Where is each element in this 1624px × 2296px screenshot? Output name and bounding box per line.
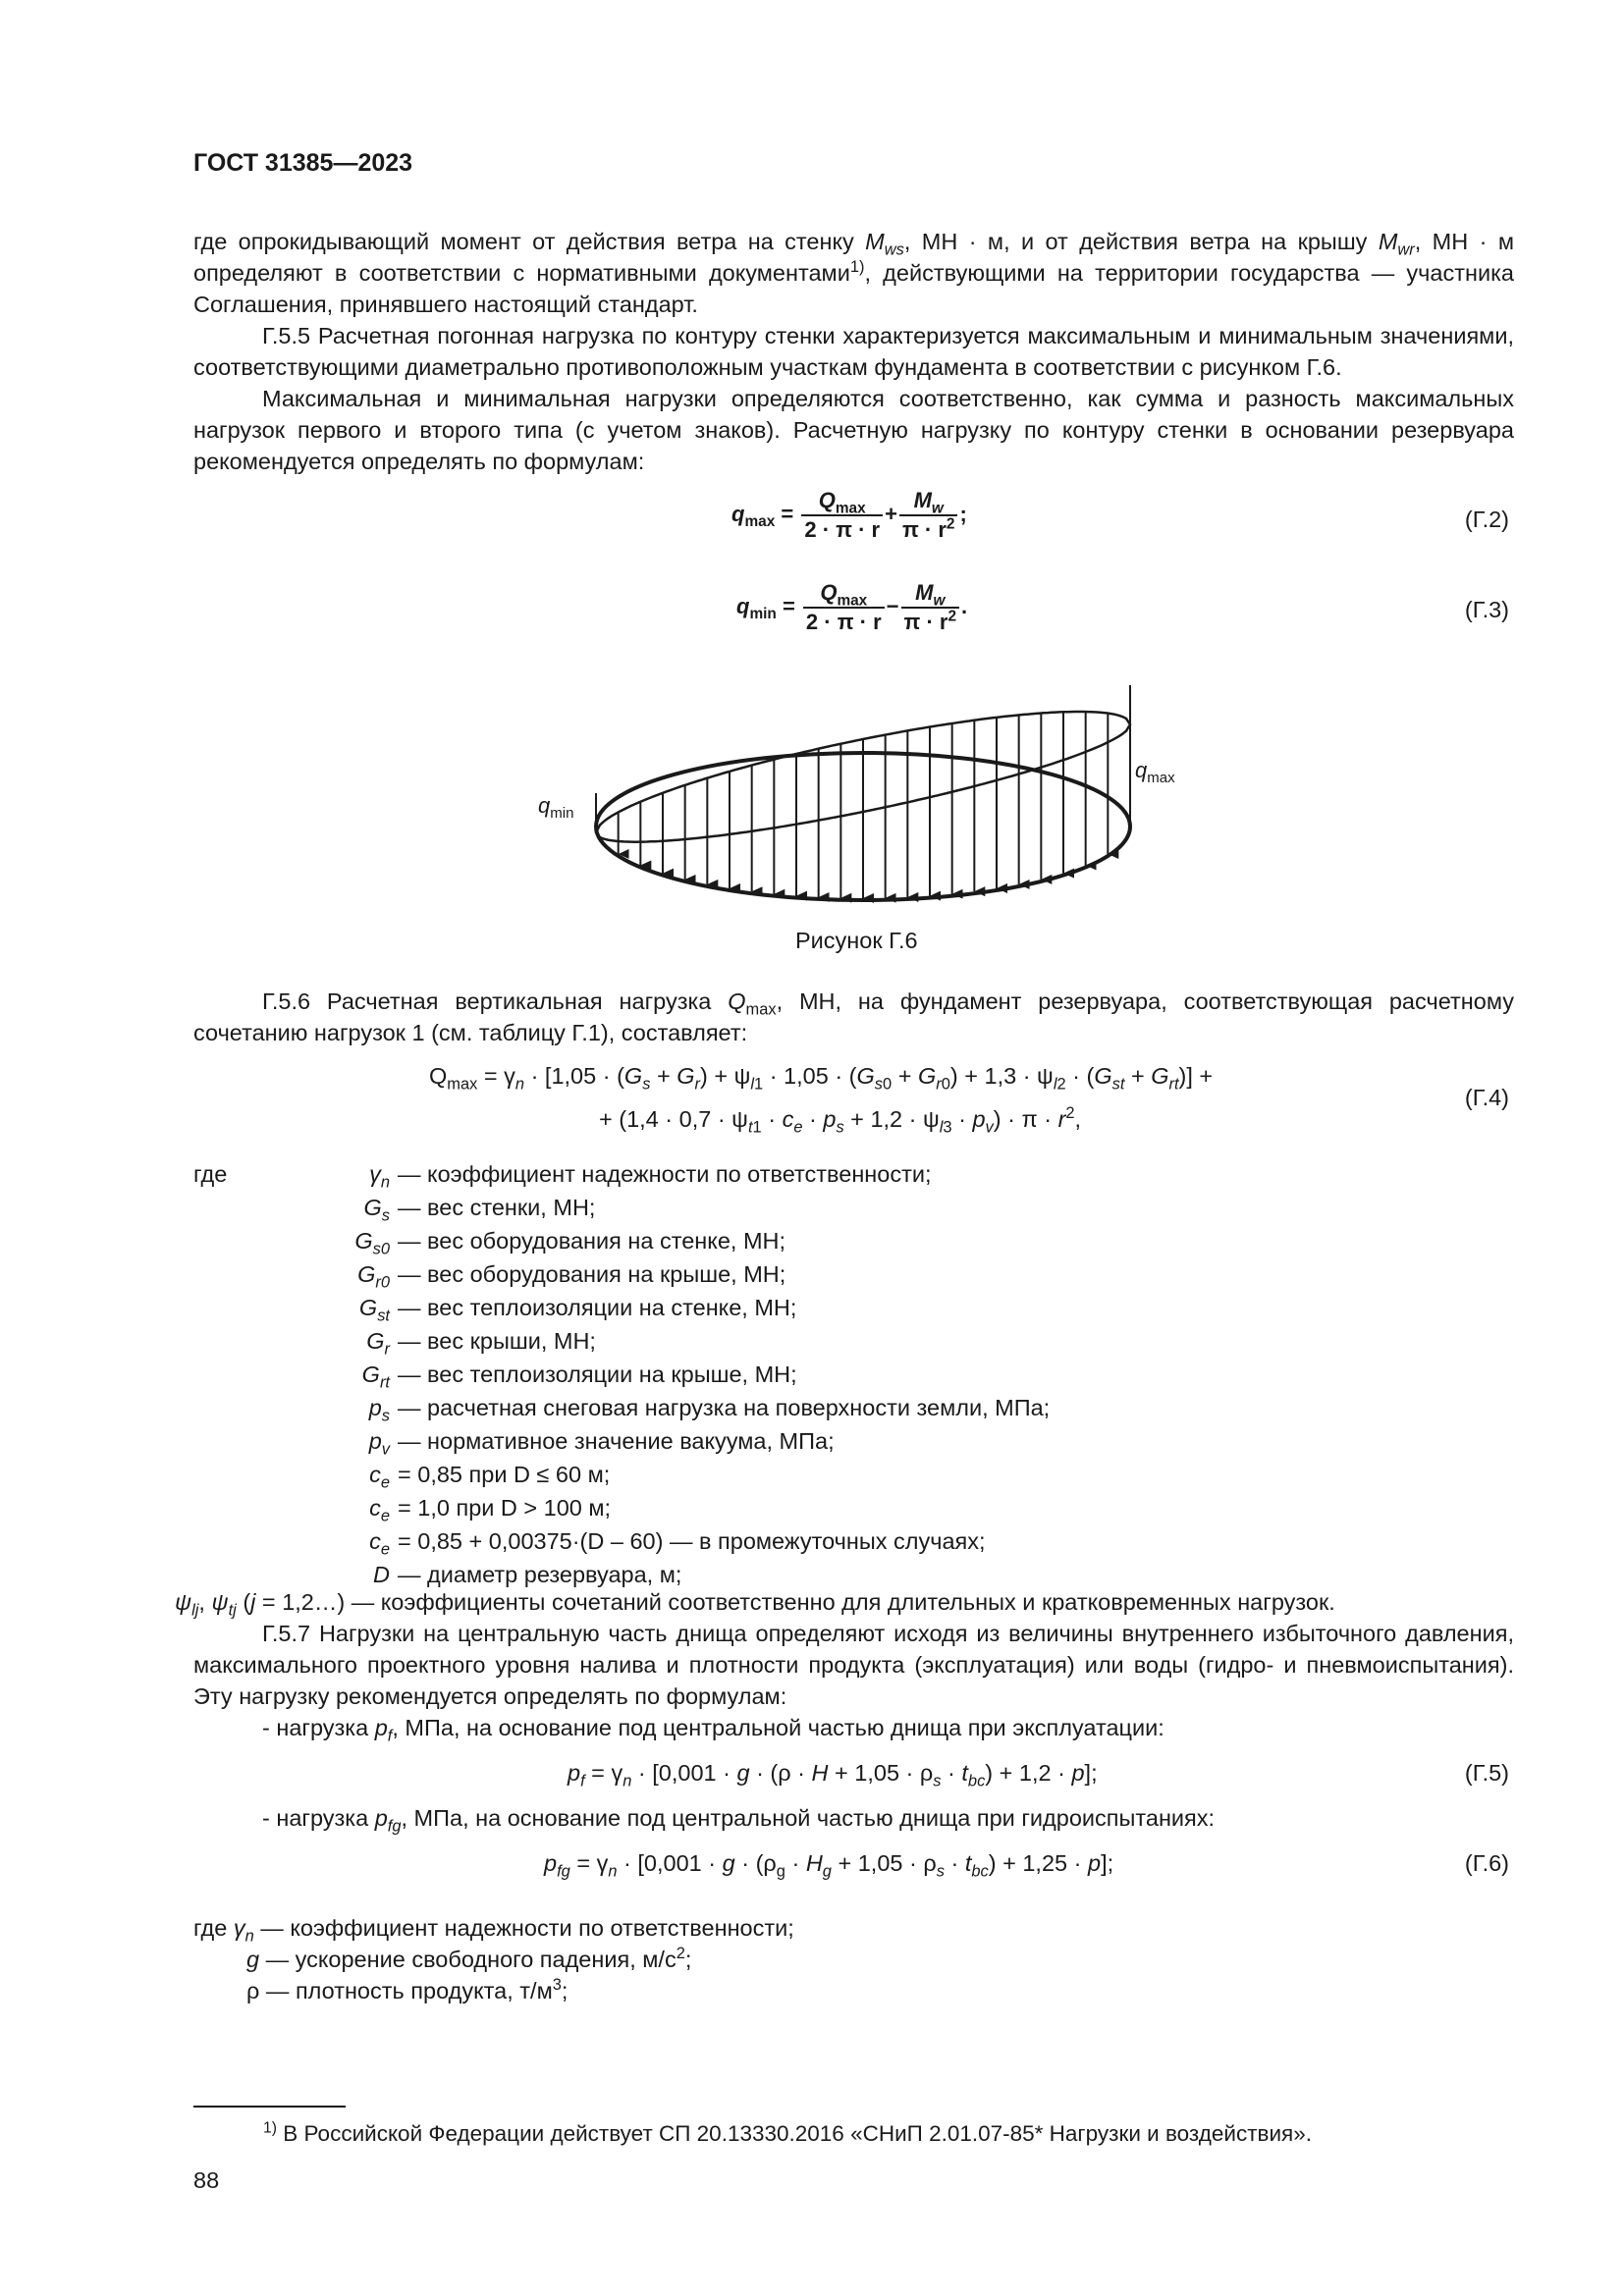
where-definition: — вес теплоизоляции на крыше, МН; [398,1362,797,1387]
where2-g: g — ускорение свободного падения, $м/с^2$; [246,1945,692,1972]
where-item [193,1492,1514,1523]
bullet-load-hydrotest: - нагрузка $p_{fg}$, МПа, на основание под центральной частью днища при гидроиспытаниях: [262,1805,1216,1836]
where-symbol: $c_e$ [369,1495,390,1525]
where-definition: — вес стенки, МН; [398,1195,596,1220]
footnote: $^{1)}$ В Российской Федерации действует СП 20.13330.2016 «СНиП 2.01.07-85* Нагрузки и воздействия». [263,2119,1312,2146]
footnote-mark: 1) [263,2119,278,2137]
formula-g3: $q_{min}$ = $\frac{Q_{max}}{2 \cdot \pi \cdot r}$ − $\frac{M_w}{\pi \cdot r^2}$ . [736,580,968,634]
formula-g6: $p_{fg} = \gamma_n \cdot [0,001 \cdot g \cdot (\rho_g \cdot H_g + 1,05 \cdot \rho_s \cdot t_{bc}) + 1,25 \cdot p]$; [544,1850,1114,1881]
where-item [193,1525,1514,1557]
where-symbol: $G_{st}$ [358,1295,390,1325]
where-symbol: D [373,1562,390,1587]
paragraph-load-formulas: Максимальная и минимальная нагрузки определяются соответственно, как сумма и разность максимальных нагрузок первого и второго типа (с учетом знаков). Расчетную нагрузку по контуру стенки в основании резервуара рекомендуется определять по формулам: [193,386,1514,474]
where-symbol: $p_s$ [368,1395,390,1425]
paragraph-wind-moment: где опрокидывающий момент от действия ветра на стенку $M_{ws}$, МН · м, и от действия ветра на крышу $M_{wr}$, МН · м определяют в соответствии с нормативными документами$^{1)}$, действующими на территории государства — участника Соглашения, принявшего настоящий стандарт. [193,229,1514,317]
formula-g4-line2: + $(1,4 \cdot 0,7 \cdot \psi_{t1} \cdot c_e \cdot p_s + 1,2 \cdot \psi_{l3} \cdot p_v) \cdot \pi \cdot r^2$, [599,1104,1082,1137]
where-definition: — расчетная снеговая нагрузка на поверхности земли, МПа; [398,1395,1051,1420]
bullet-load-operation: - нагрузка $p_f$, МПа, на основание под центральной частью днища при эксплуатации: [262,1715,1164,1745]
where-symbol: $c_e$ [369,1462,390,1492]
where-item [193,1359,1514,1390]
where2-gamma: где $\gamma_n$ — коэффициент надежности по ответственности; [193,1915,794,1946]
where-item [193,1225,1514,1256]
formula-number-g5: (Г.5) [1464,1760,1509,1786]
paragraph-g-5-6: Г.5.6 Расчетная вертикальная нагрузка $Q_{max}$, МН, на фундамент резервуара, соответствующая расчетному сочетанию нагрузок 1 (см. таблицу Г.1), составляет: [193,988,1514,1045]
where-definition: — вес крыши, МН; [398,1328,596,1354]
where-item [193,1158,1514,1190]
where-symbol: $G_{rt}$ [361,1362,390,1392]
where-definition: — вес оборудования на крыше, МН; [398,1261,786,1287]
where-definition: = 0,85 при D ≤ 60 м; [398,1462,611,1487]
where-definition: — коэффициент надежности по ответственности; [398,1161,932,1187]
formula-g5: $p_f = \gamma_n \cdot [0,001 \cdot g \cdot (\rho \cdot H + 1,05 \cdot \rho_s \cdot t_{bc}) + 1,2 \cdot p]$; [568,1760,1098,1790]
document-header: ГОСТ 31385—2023 [193,149,413,177]
where-symbol: $p_v$ [368,1428,390,1459]
qmax-label: $q_{max}$ [1135,758,1175,786]
formula-g2: $q_{max}$ = $\frac{Q_{max}}{2 \cdot \pi \cdot r}$ + $\frac{M_w}{\pi \cdot r^2}$ ; [731,488,967,542]
where-symbol: $G_{r0}$ [357,1261,390,1292]
where-symbol: $\gamma_n$ [369,1161,390,1192]
where-definition: — диаметр резервуара, м; [398,1562,682,1587]
where-symbol: $G_r$ [366,1328,390,1359]
page-number: 88 [193,2167,220,2193]
where-item [193,1325,1514,1357]
where-symbol: $G_s$ [363,1195,390,1225]
where-definition: = 0,85 + 0,00375·(D – 60) — в промежуточных случаях; [398,1528,986,1554]
formula-number-g4: (Г.4) [1464,1085,1509,1110]
where-word: где [193,1161,228,1187]
figure-caption: Рисунок Г.6 [795,928,918,953]
where-item [193,1425,1514,1457]
footnote-rule [193,2106,346,2108]
paragraph-g-5-7: Г.5.7 Нагрузки на центральную часть днища определяют исходя из величины внутреннего избыточного давления, максимального проектного уровня налива и плотности продукта (эксплуатация) или воды (гидро- и пневмоиспытания). Эту нагрузку рекомендуется определять по формулам: [193,1621,1514,1709]
where-symbol: $c_e$ [369,1528,390,1559]
where-item [193,1392,1514,1423]
formula-g4-line1: $Q_{max} = \gamma_n \cdot [1,05 \cdot (G_s + G_r) + \psi_{l1} \cdot 1,05 \cdot (G_{s0} + G_{r0}) + 1,3 \cdot \psi_{l2} \cdot (G_{st} + G_{rt})]$ + [429,1063,1214,1094]
formula-number-g3: (Г.3) [1464,597,1509,622]
where-symbol: $G_{s0}$ [354,1228,390,1258]
formula-number-g6: (Г.6) [1464,1850,1509,1876]
formula-number-g2: (Г.2) [1464,507,1509,532]
paragraph-g-5-5: Г.5.5 Расчетная погонная нагрузка по контуру стенки характеризуется максимальным и минимальным значениями, соответствующими диаметрально противоположным участкам фундамента в соответствии с рисунком Г.6. [193,323,1514,380]
tank-load-figure [530,667,1198,923]
where-item [193,1459,1514,1490]
footnote-ref: 1) [849,258,865,277]
where-definition: — вес оборудования на стенке, МН; [398,1228,786,1254]
psi-coefficients-line: $\psi_{lj}$, $\psi_{tj}$ (j = 1,2…) — коэффициенты сочетаний соответственно для длительных и кратковременных нагрузок. [175,1589,1335,1620]
where2-rho: ρ — плотность продукта, $т/м^3$; [246,1976,568,2003]
where-definition: — вес теплоизоляции на стенке, МН; [398,1295,797,1320]
where-definition: — нормативное значение вакуума, МПа; [398,1428,835,1454]
where-item [193,1292,1514,1323]
qmin-label: $q_{min}$ [538,793,574,822]
where-item [193,1258,1514,1290]
where-item [193,1192,1514,1223]
where-definition: = 1,0 при D > 100 м; [398,1495,612,1521]
